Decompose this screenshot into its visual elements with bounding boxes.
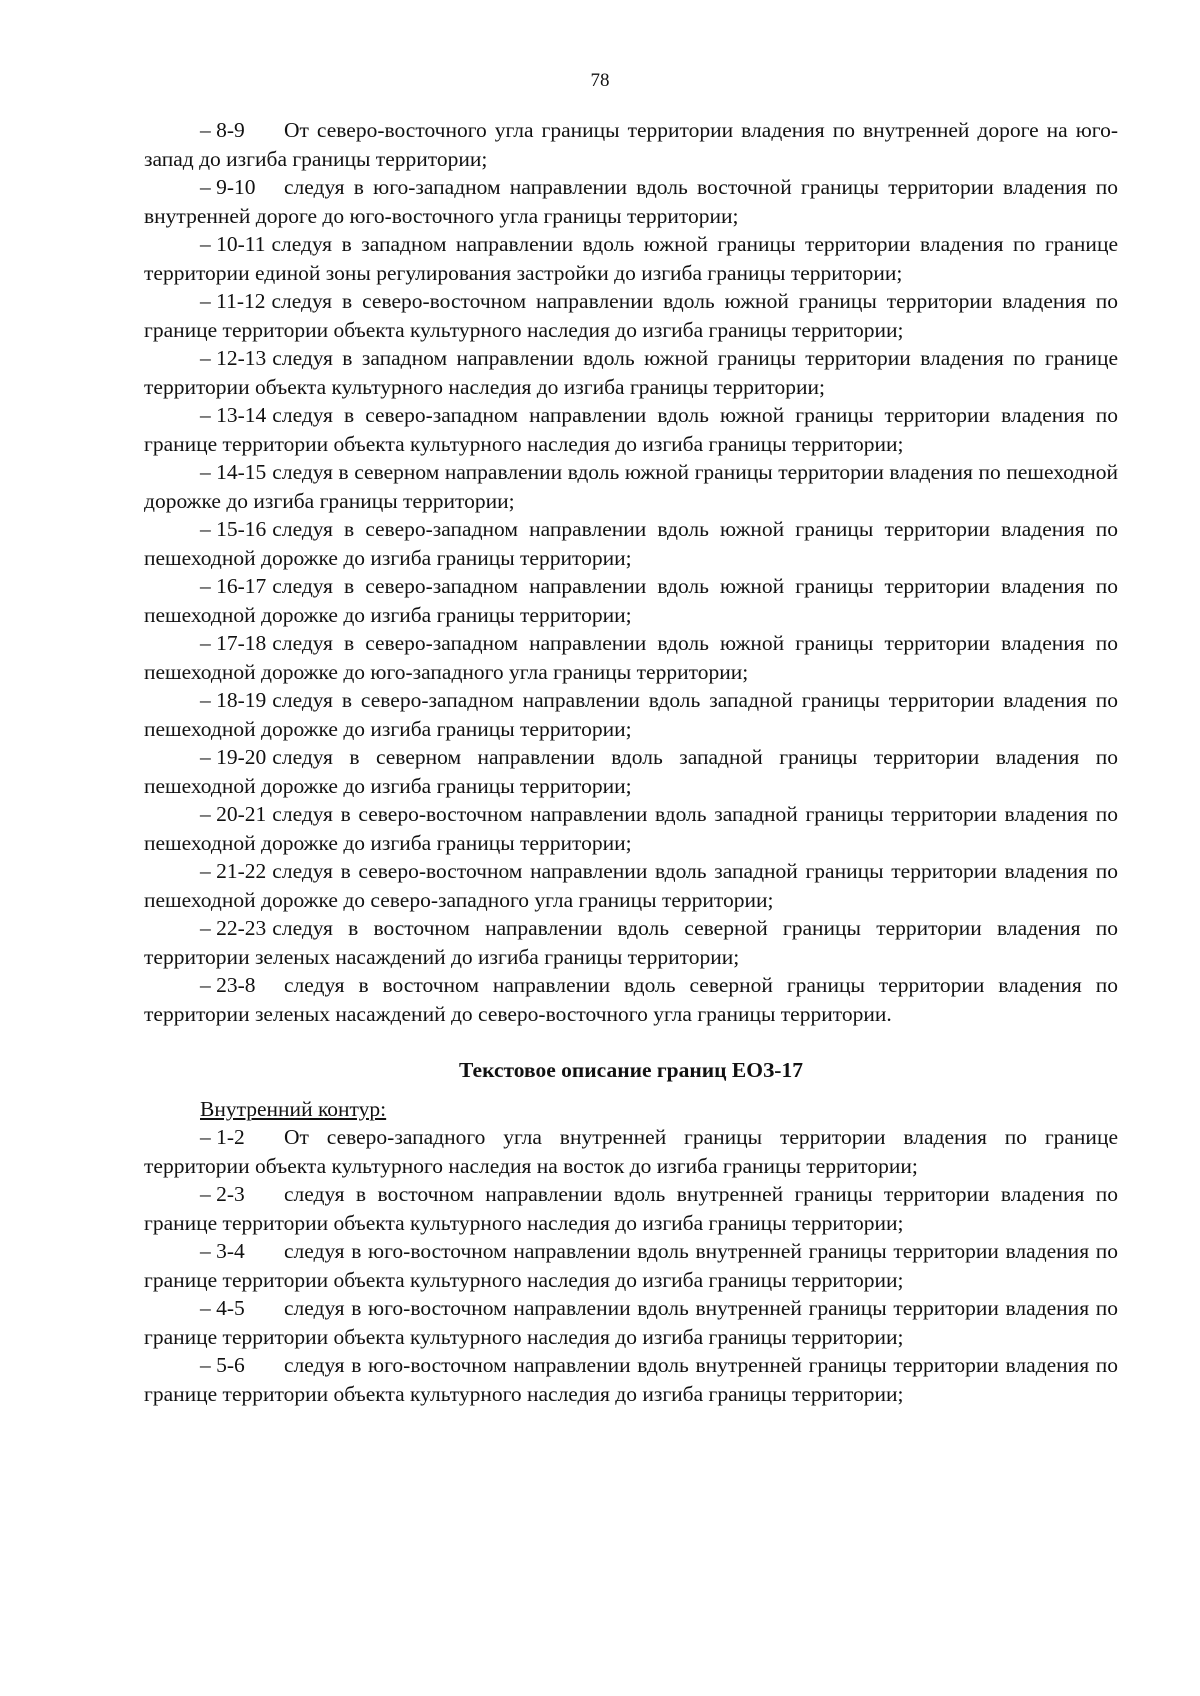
boundary-item xyxy=(144,515,1118,572)
boundary-item xyxy=(144,458,1118,515)
boundary-item xyxy=(144,230,1118,287)
boundary-item xyxy=(144,173,1118,230)
segment-text: следуя в юго-западном направлении вдоль восточной границы территории владения по внутренней дороге до юго-восточного угла границы территории; xyxy=(144,175,1118,228)
segment-text: следуя в юго-восточном направлении вдоль внутренней границы территории владения по границе территории объекта культурного наследия до изгиба границы территории; xyxy=(144,1239,1118,1292)
boundary-item xyxy=(144,743,1118,800)
segment-text: следуя в северо-западном направлении вдоль южной границы территории владения по пешеходной дорожке до изгиба границы территории; xyxy=(144,574,1118,627)
boundary-item xyxy=(144,971,1118,1028)
boundary-item xyxy=(144,116,1118,173)
boundary-item xyxy=(144,914,1118,971)
boundary-item xyxy=(144,401,1118,458)
segment-number: – 9-10 xyxy=(200,175,256,199)
boundary-item xyxy=(144,857,1118,914)
segment-number: – 19-20 xyxy=(200,745,267,769)
segment-text: следуя в западном направлении вдоль южной границы территории владения по границе территории объекта культурного наследия до изгиба границы территории; xyxy=(144,346,1118,399)
segment-text: От северо-восточного угла границы территории владения по внутренней дороге на юго-запад до изгиба границы территории; xyxy=(144,118,1118,171)
boundary-item xyxy=(144,344,1118,401)
segment-number: – 14-15 xyxy=(200,460,267,484)
boundary-item xyxy=(144,800,1118,857)
segment-text: следуя в северо-западном направлении вдоль южной границы территории владения по пешеходной дорожке до изгиба границы территории; xyxy=(144,517,1118,570)
segment-number: – 8-9 xyxy=(200,118,245,142)
page-number: 78 xyxy=(590,70,610,91)
boundary-item xyxy=(144,1294,1118,1351)
segment-number: – 20-21 xyxy=(200,802,267,826)
segment-text: следуя в северо-восточном направлении вдоль южной границы территории владения по границе территории объекта культурного наследия до изгиба границы территории; xyxy=(144,289,1118,342)
segment-text: следуя в северо-западном направлении вдоль западной границы территории владения по пешеходной дорожке до изгиба границы территории; xyxy=(144,688,1118,741)
segment-number: – 2-3 xyxy=(200,1182,245,1206)
segment-text: следуя в восточном направлении вдоль внутренней границы территории владения по границе территории объекта культурного наследия до изгиба границы территории; xyxy=(144,1182,1118,1235)
segment-number: – 18-19 xyxy=(200,688,267,712)
inner-contour-heading: Внутренний контур: xyxy=(200,1096,387,1121)
segment-text: следуя в северном направлении вдоль западной границы территории владения по пешеходной дорожке до изгиба границы территории; xyxy=(144,745,1118,798)
boundary-list-bottom xyxy=(144,1123,1118,1408)
boundary-item xyxy=(144,629,1118,686)
segment-number: – 16-17 xyxy=(200,574,267,598)
segment-text: следуя в юго-восточном направлении вдоль внутренней границы территории владения по границе территории объекта культурного наследия до изгиба границы территории; xyxy=(144,1296,1118,1349)
segment-number: – 5-6 xyxy=(200,1353,245,1377)
segment-number: – 21-22 xyxy=(200,859,267,883)
segment-number: – 12-13 xyxy=(200,346,267,370)
segment-number: – 1-2 xyxy=(200,1125,245,1149)
segment-text: следуя в восточном направлении вдоль северной границы территории владения по территории зеленых насаждений до северо-восточного угла границы территории. xyxy=(144,973,1118,1026)
segment-text: следуя в северо-восточном направлении вдоль западной границы территории владения по пешеходной дорожке до изгиба границы территории; xyxy=(144,802,1118,855)
segment-text: следуя в северо-западном направлении вдоль южной границы территории владения по границе территории объекта культурного наследия до изгиба границы территории; xyxy=(144,403,1118,456)
boundary-item xyxy=(144,1180,1118,1237)
segment-number: – 11-12 xyxy=(200,289,266,313)
segment-number: – 22-23 xyxy=(200,916,267,940)
boundary-list-top xyxy=(144,116,1118,1028)
segment-text: следуя в северо-восточном направлении вдоль западной границы территории владения по пешеходной дорожке до северо-западного угла границы территории; xyxy=(144,859,1118,912)
document-body xyxy=(144,116,1118,1408)
segment-text: следуя в юго-восточном направлении вдоль внутренней границы территории владения по границе территории объекта культурного наследия до изгиба границы территории; xyxy=(144,1353,1118,1406)
segment-text: следуя в северо-западном направлении вдоль южной границы территории владения по пешеходной дорожке до юго-западного угла границы территории; xyxy=(144,631,1118,684)
segment-text: следуя в восточном направлении вдоль северной границы территории владения по территории зеленых насаждений до изгиба границы территории; xyxy=(144,916,1118,969)
boundary-item xyxy=(144,287,1118,344)
segment-text: следуя в западном направлении вдоль южной границы территории владения по границе территории единой зоны регулирования застройки до изгиба границы территории; xyxy=(144,232,1118,285)
segment-number: – 4-5 xyxy=(200,1296,245,1320)
boundary-item xyxy=(144,686,1118,743)
boundary-item xyxy=(144,1351,1118,1408)
segment-number: – 13-14 xyxy=(200,403,267,427)
segment-text: следуя в северном направлении вдоль южной границы территории владения по пешеходной дорожке до изгиба границы территории; xyxy=(144,460,1118,513)
boundary-item xyxy=(144,1123,1118,1180)
segment-number: – 10-11 xyxy=(200,232,266,256)
segment-text: От северо-западного угла внутренней границы территории владения по границе территории объекта культурного наследия на восток до изгиба границы территории; xyxy=(144,1125,1118,1178)
boundary-item xyxy=(144,1237,1118,1294)
section-title: Текстовое описание границ ЕОЗ-17 xyxy=(459,1058,803,1082)
segment-number: – 3-4 xyxy=(200,1239,245,1263)
segment-number: – 15-16 xyxy=(200,517,267,541)
segment-number: – 23-8 xyxy=(200,973,256,997)
boundary-item xyxy=(144,572,1118,629)
segment-number: – 17-18 xyxy=(200,631,267,655)
